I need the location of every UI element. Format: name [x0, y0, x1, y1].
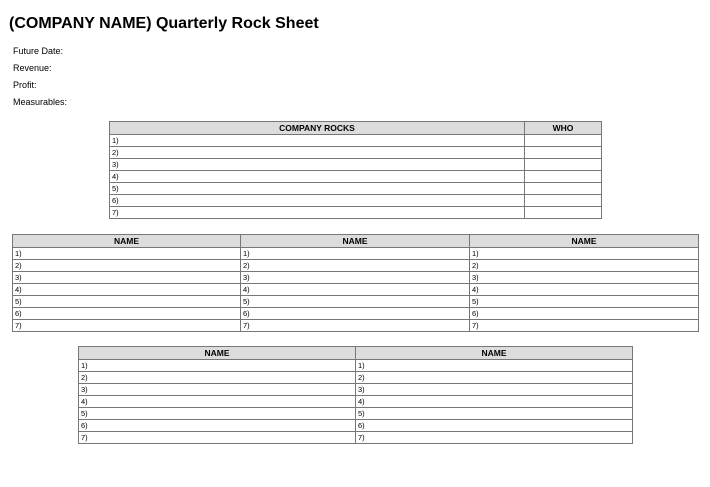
table-row	[13, 260, 699, 272]
table-cell[interactable]: 6)	[110, 195, 525, 207]
table-cell[interactable]: 6)	[79, 420, 356, 432]
table-cell[interactable]: 6)	[356, 420, 633, 432]
table-cell[interactable]: 6)	[241, 308, 470, 320]
table-row	[110, 147, 602, 159]
table-header-row	[110, 122, 602, 135]
name-header: NAME	[13, 235, 241, 248]
table-cell[interactable]	[525, 207, 602, 219]
company-rocks-table	[109, 121, 602, 219]
revenue-label: Revenue:	[13, 63, 52, 73]
table-cell[interactable]: 2)	[110, 147, 525, 159]
table-cell[interactable]	[525, 183, 602, 195]
table-cell[interactable]: 5)	[13, 296, 241, 308]
table-cell[interactable]: 1)	[356, 360, 633, 372]
table-row	[79, 420, 633, 432]
name-header: NAME	[79, 347, 356, 360]
table-cell[interactable]: 3)	[470, 272, 699, 284]
table-cell[interactable]: 3)	[241, 272, 470, 284]
name-header: NAME	[241, 235, 470, 248]
table-cell[interactable]: 1)	[79, 360, 356, 372]
table-cell[interactable]	[525, 159, 602, 171]
table-cell[interactable]: 4)	[470, 284, 699, 296]
company-rocks-header: COMPANY ROCKS	[110, 122, 525, 135]
table-cell[interactable]: 6)	[13, 308, 241, 320]
names-two-table	[78, 346, 633, 444]
page-title: (COMPANY NAME) Quarterly Rock Sheet	[9, 15, 319, 32]
profit-label: Profit:	[13, 80, 37, 90]
table-cell[interactable]: 2)	[356, 372, 633, 384]
measurables-label: Measurables:	[13, 97, 68, 107]
table-cell[interactable]: 1)	[110, 135, 525, 147]
table-cell[interactable]: 3)	[13, 272, 241, 284]
name-header: NAME	[356, 347, 633, 360]
table-cell[interactable]: 2)	[79, 372, 356, 384]
table-cell[interactable]: 5)	[79, 408, 356, 420]
table-row	[110, 183, 602, 195]
table-cell[interactable]: 1)	[470, 248, 699, 260]
table-row	[79, 396, 633, 408]
table-row	[79, 432, 633, 444]
table-row	[79, 372, 633, 384]
table-row	[79, 408, 633, 420]
table-row	[110, 159, 602, 171]
table-cell[interactable]: 2)	[241, 260, 470, 272]
table-cell[interactable]	[525, 171, 602, 183]
table-cell[interactable]: 4)	[13, 284, 241, 296]
table-cell[interactable]: 3)	[79, 384, 356, 396]
table-cell[interactable]: 1)	[13, 248, 241, 260]
summary-fields	[13, 46, 67, 114]
table-row	[13, 272, 699, 284]
table-row	[110, 195, 602, 207]
table-row	[79, 360, 633, 372]
table-cell[interactable]	[525, 195, 602, 207]
table-cell[interactable]: 3)	[356, 384, 633, 396]
table-row	[13, 284, 699, 296]
table-cell[interactable]: 4)	[110, 171, 525, 183]
table-cell[interactable]: 2)	[13, 260, 241, 272]
table-cell[interactable]: 7)	[470, 320, 699, 332]
future-date-label: Future Date:	[13, 46, 64, 56]
table-row	[110, 207, 602, 219]
table-row	[13, 248, 699, 260]
table-cell[interactable]	[525, 135, 602, 147]
table-cell[interactable]: 3)	[110, 159, 525, 171]
table-cell[interactable]: 7)	[79, 432, 356, 444]
table-cell[interactable]: 1)	[241, 248, 470, 260]
names-three-table	[12, 234, 699, 332]
table-cell[interactable]: 5)	[470, 296, 699, 308]
table-header-row	[79, 347, 633, 360]
table-cell[interactable]: 6)	[470, 308, 699, 320]
table-row	[13, 308, 699, 320]
table-cell[interactable]: 4)	[241, 284, 470, 296]
table-cell[interactable]: 2)	[470, 260, 699, 272]
table-cell[interactable]: 7)	[13, 320, 241, 332]
table-cell[interactable]: 7)	[110, 207, 525, 219]
table-cell[interactable]: 4)	[79, 396, 356, 408]
table-row	[13, 320, 699, 332]
table-cell[interactable]: 5)	[110, 183, 525, 195]
table-header-row	[13, 235, 699, 248]
table-cell[interactable]: 4)	[356, 396, 633, 408]
table-row	[110, 135, 602, 147]
table-cell[interactable]: 5)	[356, 408, 633, 420]
table-row	[79, 384, 633, 396]
table-cell[interactable]	[525, 147, 602, 159]
who-header: WHO	[525, 122, 602, 135]
table-row	[110, 171, 602, 183]
table-row	[13, 296, 699, 308]
name-header: NAME	[470, 235, 699, 248]
table-cell[interactable]: 7)	[241, 320, 470, 332]
table-cell[interactable]: 7)	[356, 432, 633, 444]
table-cell[interactable]: 5)	[241, 296, 470, 308]
